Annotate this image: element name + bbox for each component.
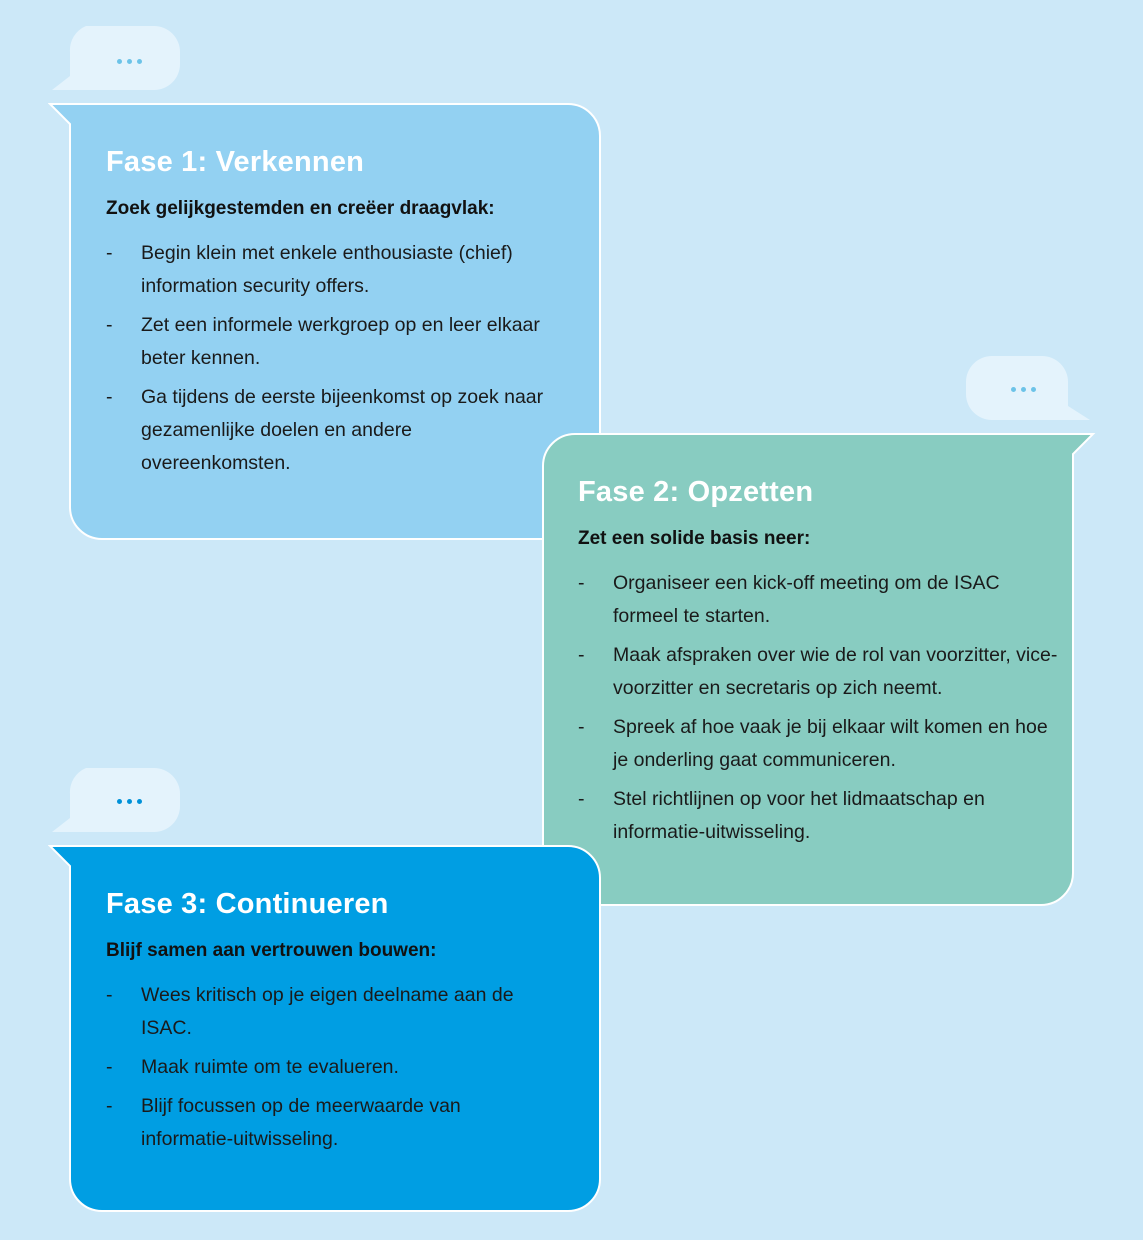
dot [1011, 387, 1016, 392]
speech-bubble-icon [46, 766, 182, 856]
speech-bubble-icon [46, 24, 182, 114]
dot [1031, 387, 1036, 392]
phase-subtitle: Blijf samen aan vertrouwen bouwen: [106, 940, 437, 961]
dot [127, 59, 132, 64]
phase-card-1 [48, 102, 603, 544]
phase-card-3 [48, 844, 603, 1214]
list-item [106, 237, 556, 303]
typing-bubble-phase2 [962, 354, 1098, 444]
typing-dots [76, 799, 182, 804]
phase-card-2 [541, 432, 1097, 910]
list-item-text: Organiseer een kick-off meeting om de ISAC formeel te starten. [613, 572, 1000, 627]
dash-marker: - [106, 386, 113, 408]
dash-marker: - [106, 984, 113, 1006]
list-item [106, 979, 556, 1045]
list-item [106, 1051, 556, 1084]
list-item [578, 711, 1058, 777]
list-item-text: Wees kritisch op je eigen deelname aan de ISAC. [141, 984, 514, 1039]
list-item-text: Zet een informele werkgroep op en leer elkaar beter kennen. [141, 314, 540, 369]
dot [1021, 387, 1026, 392]
list-item-text: Maak ruimte om te evalueren. [141, 1056, 399, 1078]
dash-marker: - [106, 314, 113, 336]
list-item-text: Spreek af hoe vaak je bij elkaar wilt komen en hoe je onderling gaat communiceren. [613, 716, 1048, 771]
dot [117, 799, 122, 804]
list-item-text: Blijf focussen op de meerwaarde van informatie-uitwisseling. [141, 1095, 461, 1150]
typing-dots [948, 387, 1098, 392]
dot [137, 59, 142, 64]
phase-title: Fase 2: Opzetten [578, 476, 814, 508]
dash-marker: - [578, 572, 585, 594]
list-item-text: Begin klein met enkele enthousiaste (chief) information security offers. [141, 242, 513, 297]
phase-title: Fase 3: Continueren [106, 888, 389, 920]
phase-list [106, 979, 556, 1156]
dash-marker: - [106, 1056, 113, 1078]
phase-subtitle: Zet een solide basis neer: [578, 528, 811, 549]
dash-marker: - [578, 716, 585, 738]
typing-bubble-phase1 [46, 24, 182, 114]
phase-subtitle: Zoek gelijkgestemden en creëer draagvlak: [106, 198, 495, 219]
dot [137, 799, 142, 804]
list-item [578, 567, 1058, 633]
list-item-text: Ga tijdens de eerste bijeenkomst op zoek naar gezamenlijke doelen en andere overeenkomsten. [141, 386, 544, 474]
list-item [106, 381, 556, 480]
speech-bubble-icon [962, 354, 1098, 444]
dot [127, 799, 132, 804]
list-item [106, 309, 556, 375]
dot [117, 59, 122, 64]
dash-marker: - [578, 788, 585, 810]
dash-marker: - [106, 1095, 113, 1117]
phase-title: Fase 1: Verkennen [106, 146, 365, 178]
phase-list [578, 567, 1058, 849]
phase-list [106, 237, 556, 480]
list-item [106, 1090, 556, 1156]
dash-marker: - [106, 242, 113, 264]
list-item [578, 783, 1058, 849]
list-item-text: Stel richtlijnen op voor het lidmaatschap en informatie-uitwisseling. [613, 788, 985, 843]
list-item-text: Maak afspraken over wie de rol van voorzitter, vice-voorzitter en secretaris op zich neemt. [613, 644, 1058, 699]
typing-bubble-phase3 [46, 766, 182, 856]
list-item [578, 639, 1058, 705]
dash-marker: - [578, 644, 585, 666]
typing-dots [76, 59, 182, 64]
